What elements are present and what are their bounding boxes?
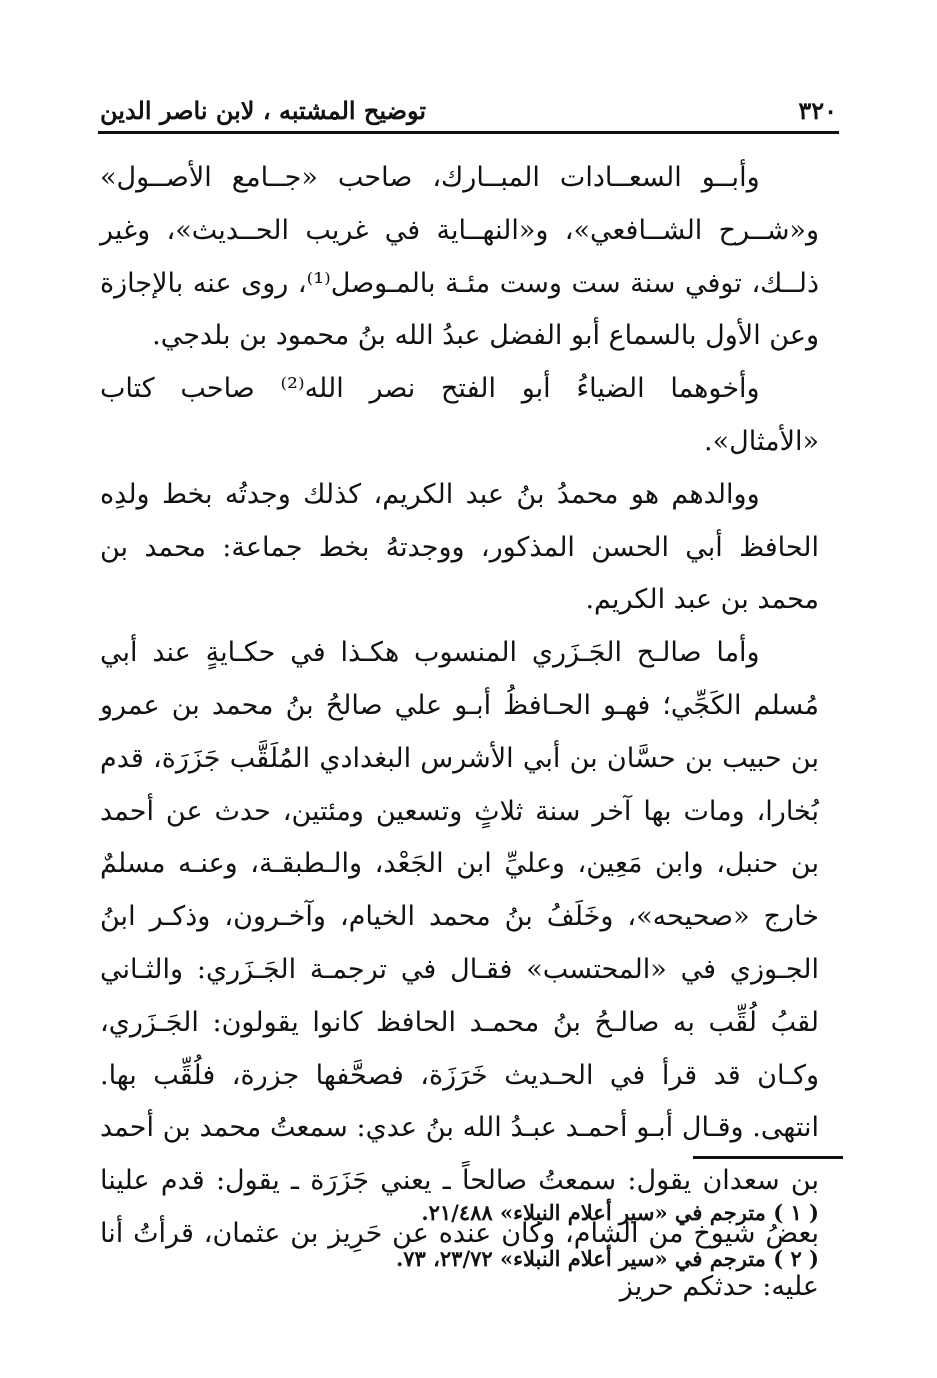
- footnote: ( ١ ) مترجم في «سير أعلام النبلاء» ٢١/٤٨٨.: [421, 1200, 819, 1225]
- header-rule: [98, 131, 839, 134]
- page-number: ٣٢٠: [798, 96, 837, 125]
- footnote: ( ٢ ) مترجم في «سير أعلام النبلاء» ٢٣/٧٢، ٧٣.: [395, 1246, 819, 1271]
- paragraph: ووالدهم هو محمدُ بنُ عبد الكريم، كذلك وجدتُه بخط ولدِه الحافظ أبي الحسن المذكور، ووجدتهُ بخط جماعة: محمد بن محمد بن عبد الكريم.: [100, 478, 819, 616]
- running-title: توضيح المشتبه ، لابن ناصر الدين: [100, 96, 427, 125]
- page-header: [100, 85, 837, 125]
- paragraph: وأبــو السعــادات المبــارك، صاحب «جــامع الأصــول» و«شــرح الشــافعي»، و«النهــاية في غريب الحــديث»، وغير ذلــك، توفي سنة ست وست مئـة بالمـوصل⁽¹⁾، روى عنه بالإجازة وعن الأول بالسماع أبو الفضل عبدُ الله بنُ محمود بن بلدجي.: [100, 162, 819, 352]
- paragraph: وأخوهما الضياءُ أبو الفتح نصر الله⁽²⁾ صاحب كتاب «الأمثال».: [100, 373, 819, 457]
- paragraph: وأما صالـح الجَـزَري المنسوب هكـذا في حكـايةٍ عند أبي مُسلم الكَجِّي؛ فهـو الحـافظُ أبـو علي صالحُ بنُ محمد بن عمرو بن حبيب بن حسَّان بن أبي الأشرس البغدادي المُلَقَّب جَزَرَة، قدم بُخارا، ومات بها آخر سنة ثلاثٍ وتسعين ومئتين، حدث عن أحمد بن حنبل، وابن مَعِين، وعليِّ ابن الجَعْد، والـطبقـة، وعنـه مسلمٌ خارج «صحيحه»، وخَلَفُ بنُ محمد الخيام، وآخـرون، وذكـر ابنُ الجـوزي في «المحتسب» فقـال في ترجمـة الجَـزَري: والثـاني لقبُ لُقِّب به صالـحُ بنُ محمـد الحافظ كانوا يقولون: الجَـزَري، وكـان قد قرأ في الحـديث خَرَزَة، فصحَّفها جزرة، فلُقِّب بها. انتهى. وقـال أبـو أحمـد عبـدُ الله بنُ عدي: سمعتُ محمد بن أحمد بن سعدان يقول: سمعتُ صالحاً ـ يعني جَزَرَة ـ يقول: قدم علينا بعضُ شيوخ من الشام، وكان عنده عن حَرِيز بن عثمان، قرأتُ أنا عليه: حدثكم حريز: [100, 637, 819, 1302]
- main-text: [100, 152, 819, 1314]
- footnote-rule: [693, 1156, 843, 1159]
- footnotes: [100, 1190, 819, 1282]
